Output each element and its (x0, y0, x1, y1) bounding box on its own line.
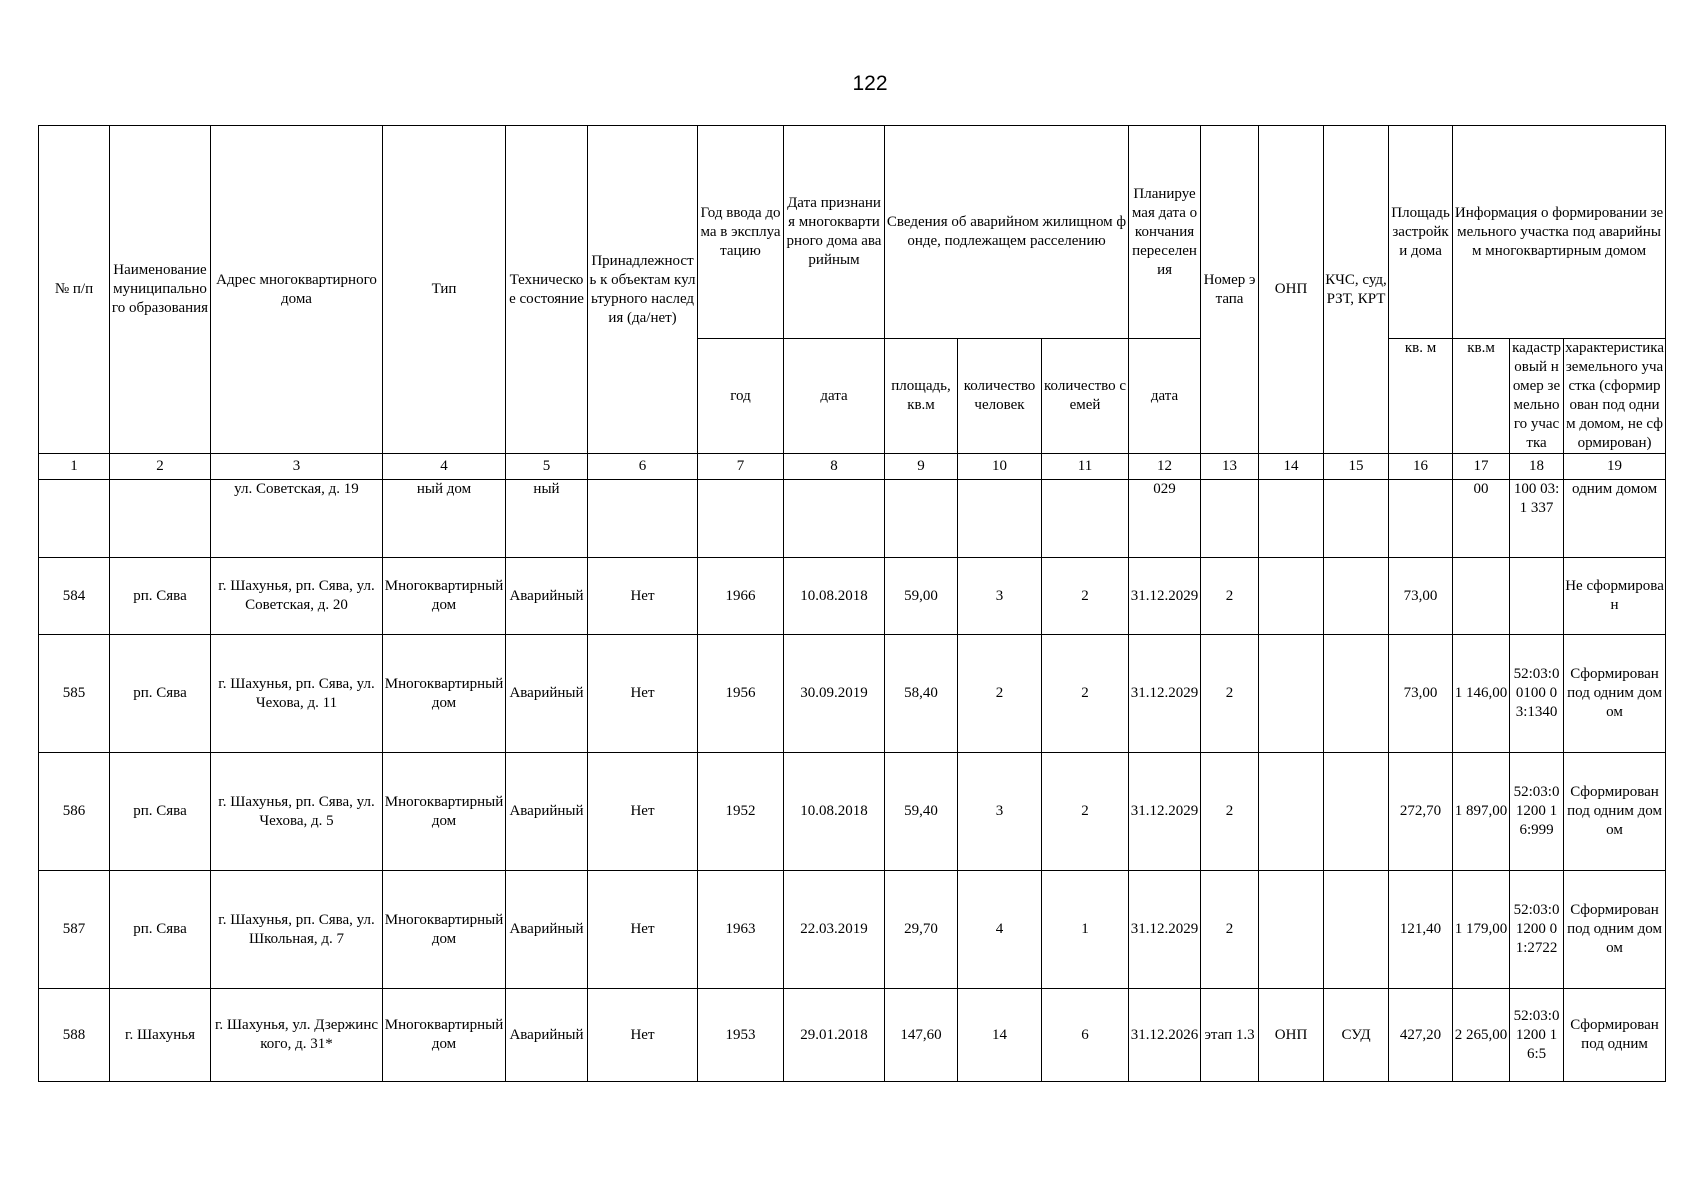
table-row (39, 753, 1666, 871)
table-cell: г. Шахунья, рп. Сява, ул. Советская, д. 20 (211, 558, 383, 635)
table-cell: 100 03:1 337 (1510, 480, 1564, 558)
table-cell: Нет (588, 871, 698, 989)
table-cell: Многоквартирный дом (383, 871, 506, 989)
table-cell: одним домом (1564, 480, 1666, 558)
table-cell: 1 897,00 (1453, 753, 1510, 871)
table-cell: Сформирован под одним домом (1564, 871, 1666, 989)
table-cell: 73,00 (1389, 558, 1453, 635)
table-cell: 31.12.2029 (1129, 558, 1201, 635)
table-cell: 6 (1042, 989, 1129, 1082)
column-number: 1 (39, 454, 110, 480)
table-cell: 586 (39, 753, 110, 871)
table-cell (1453, 558, 1510, 635)
table-cell: Многоквартирный дом (383, 989, 506, 1082)
column-number: 12 (1129, 454, 1201, 480)
table-cell: 31.12.2029 (1129, 753, 1201, 871)
table-cell: Нет (588, 753, 698, 871)
header-cell: Тип (383, 126, 506, 454)
table-cell: 73,00 (1389, 635, 1453, 753)
table-cell: Нет (588, 989, 698, 1082)
column-number: 18 (1510, 454, 1564, 480)
table-cell: 1 146,00 (1453, 635, 1510, 753)
header-cell: Наименование муниципального образования (110, 126, 211, 454)
page-number: 122 (852, 72, 888, 95)
table-cell (1324, 871, 1389, 989)
table-cell (110, 480, 211, 558)
table-cell: 2 (1201, 635, 1259, 753)
header-cell: Техническое состояние (506, 126, 588, 454)
table-cell: Сформирован под одним домом (1564, 753, 1666, 871)
table-cell: Многоквартирный дом (383, 558, 506, 635)
table-cell (698, 480, 784, 558)
column-number: 2 (110, 454, 211, 480)
table-row (39, 635, 1666, 753)
header-cell: Год ввода дома в эксплуатацию (698, 126, 784, 339)
header-subcell: дата (1129, 339, 1201, 454)
column-number: 13 (1201, 454, 1259, 480)
table-cell: Аварийный (506, 989, 588, 1082)
table-cell: Сформирован под одним домом (1564, 635, 1666, 753)
table-cell (1324, 480, 1389, 558)
column-number: 14 (1259, 454, 1324, 480)
table-cell: г. Шахунья, рп. Сява, ул. Чехова, д. 11 (211, 635, 383, 753)
header-subcell: кв. м (1389, 339, 1453, 454)
table-cell (1510, 558, 1564, 635)
table-cell: Аварийный (506, 871, 588, 989)
table-cell: 29.01.2018 (784, 989, 885, 1082)
table-cell: 2 (958, 635, 1042, 753)
table-cell: 31.12.2029 (1129, 871, 1201, 989)
column-number: 17 (1453, 454, 1510, 480)
header-cell: Номер этапа (1201, 126, 1259, 454)
table-cell: 2 (1201, 558, 1259, 635)
header-subcell: кв.м (1453, 339, 1510, 454)
table-cell: 1952 (698, 753, 784, 871)
table-row (39, 989, 1666, 1082)
table-cell: ный дом (383, 480, 506, 558)
table-cell: 31.12.2026 (1129, 989, 1201, 1082)
table-cell (885, 480, 958, 558)
header-subcell: дата (784, 339, 885, 454)
header-subcell: площадь, кв.м (885, 339, 958, 454)
table-cell: 29,70 (885, 871, 958, 989)
table-cell (1389, 480, 1453, 558)
header-subcell: год (698, 339, 784, 454)
table-cell: 2 265,00 (1453, 989, 1510, 1082)
table-cell: рп. Сява (110, 753, 211, 871)
table-cell (1324, 558, 1389, 635)
table-cell: 427,20 (1389, 989, 1453, 1082)
table-cell: 2 (1042, 558, 1129, 635)
table-cell: 10.08.2018 (784, 753, 885, 871)
table-cell: Многоквартирный дом (383, 753, 506, 871)
header-cell: Адрес многоквартирного дома (211, 126, 383, 454)
column-number: 8 (784, 454, 885, 480)
table-cell (1259, 753, 1324, 871)
table-cell: 2 (1042, 635, 1129, 753)
table-cell: г. Шахунья, рп. Сява, ул. Школьная, д. 7 (211, 871, 383, 989)
header-subcell: количество семей (1042, 339, 1129, 454)
table-cell: Не сформирован (1564, 558, 1666, 635)
table-cell (784, 480, 885, 558)
column-number: 15 (1324, 454, 1389, 480)
column-number: 3 (211, 454, 383, 480)
table-cell (1201, 480, 1259, 558)
table-cell: Аварийный (506, 558, 588, 635)
header-subcell: количество человек (958, 339, 1042, 454)
table-cell: Нет (588, 558, 698, 635)
table-cell: 588 (39, 989, 110, 1082)
table-cell: 2 (1042, 753, 1129, 871)
table-cell: 30.09.2019 (784, 635, 885, 753)
table-cell: 22.03.2019 (784, 871, 885, 989)
table-cell: 3 (958, 558, 1042, 635)
table-row-continuation (39, 480, 1666, 558)
table-cell: 1963 (698, 871, 784, 989)
table-cell: Многоквартирный дом (383, 635, 506, 753)
table-cell (1259, 871, 1324, 989)
table-cell: г. Шахунья, рп. Сява, ул. Чехова, д. 5 (211, 753, 383, 871)
column-number: 6 (588, 454, 698, 480)
header-cell: Принадлежность к объектам культурного наследия (да/нет) (588, 126, 698, 454)
table-cell: 121,40 (1389, 871, 1453, 989)
table-cell: СУД (1324, 989, 1389, 1082)
table-cell: Аварийный (506, 753, 588, 871)
table-row (39, 558, 1666, 635)
table-cell: 1966 (698, 558, 784, 635)
column-number: 10 (958, 454, 1042, 480)
table-cell: 58,40 (885, 635, 958, 753)
table-cell (1324, 635, 1389, 753)
table-cell: 147,60 (885, 989, 958, 1082)
header-cell: Площадь застройки дома (1389, 126, 1453, 339)
table-cell: 584 (39, 558, 110, 635)
table-cell: ОНП (1259, 989, 1324, 1082)
table-cell: 1953 (698, 989, 784, 1082)
table-cell: рп. Сява (110, 871, 211, 989)
table-cell: 52:03:01200 16:5 (1510, 989, 1564, 1082)
header-subcell: кадастровый номер земельного участка (1510, 339, 1564, 454)
table-cell: 14 (958, 989, 1042, 1082)
table-cell: Аварийный (506, 635, 588, 753)
table-cell: г. Шахунья, ул. Дзержинского, д. 31* (211, 989, 383, 1082)
table-cell: 587 (39, 871, 110, 989)
table-cell: 2 (1201, 753, 1259, 871)
header-cell: КЧС, суд, РЗТ, КРТ (1324, 126, 1389, 454)
table-cell: ул. Советская, д. 19 (211, 480, 383, 558)
table-cell: 585 (39, 635, 110, 753)
table-cell: 10.08.2018 (784, 558, 885, 635)
table-cell (1259, 480, 1324, 558)
table-body (39, 480, 1666, 1082)
column-number: 5 (506, 454, 588, 480)
header-cell: Информация о формировании земельного участка под аварийным многоквартирным домом (1453, 126, 1666, 339)
table-cell (1324, 753, 1389, 871)
table-cell: 52:03:01200 16:999 (1510, 753, 1564, 871)
table-cell: 1956 (698, 635, 784, 753)
column-number: 11 (1042, 454, 1129, 480)
header-cell: Сведения об аварийном жилищном фонде, подлежащем расселению (885, 126, 1129, 339)
column-number: 16 (1389, 454, 1453, 480)
header-cell: Планируемая дата окончания переселения (1129, 126, 1201, 339)
table-cell: рп. Сява (110, 558, 211, 635)
table-cell: 4 (958, 871, 1042, 989)
header-cell: ОНП (1259, 126, 1324, 454)
table-cell: 1 (1042, 871, 1129, 989)
table-cell: 1 179,00 (1453, 871, 1510, 989)
table-cell (1259, 558, 1324, 635)
table-cell (958, 480, 1042, 558)
table-cell: 029 (1129, 480, 1201, 558)
table-cell: Нет (588, 635, 698, 753)
column-number: 4 (383, 454, 506, 480)
column-number-row (39, 454, 1666, 480)
table-cell: 31.12.2029 (1129, 635, 1201, 753)
table-cell: Сформирован под одним (1564, 989, 1666, 1082)
table-header (39, 126, 1666, 480)
header-cell: № п/п (39, 126, 110, 454)
table-cell: этап 1.3 (1201, 989, 1259, 1082)
table-cell: 272,70 (1389, 753, 1453, 871)
table-cell: рп. Сява (110, 635, 211, 753)
table-cell: ный (506, 480, 588, 558)
emergency-housing-table (38, 125, 1666, 1082)
table-cell (1259, 635, 1324, 753)
table-cell: г. Шахунья (110, 989, 211, 1082)
table-cell: 3 (958, 753, 1042, 871)
table-cell: 59,00 (885, 558, 958, 635)
header-subcell: характеристика земельного участка (сформирован под одним домом, не сформирован) (1564, 339, 1666, 454)
table-cell (588, 480, 698, 558)
table-cell: 59,40 (885, 753, 958, 871)
table-cell (39, 480, 110, 558)
table-row (39, 871, 1666, 989)
table-cell: 2 (1201, 871, 1259, 989)
table-cell: 52:03:00100 03:1340 (1510, 635, 1564, 753)
column-number: 7 (698, 454, 784, 480)
table-cell: 52:03:01200 01:2722 (1510, 871, 1564, 989)
header-cell: Дата признания многоквартирного дома аварийным (784, 126, 885, 339)
column-number: 9 (885, 454, 958, 480)
column-number: 19 (1564, 454, 1666, 480)
table-cell: 00 (1453, 480, 1510, 558)
table-cell (1042, 480, 1129, 558)
